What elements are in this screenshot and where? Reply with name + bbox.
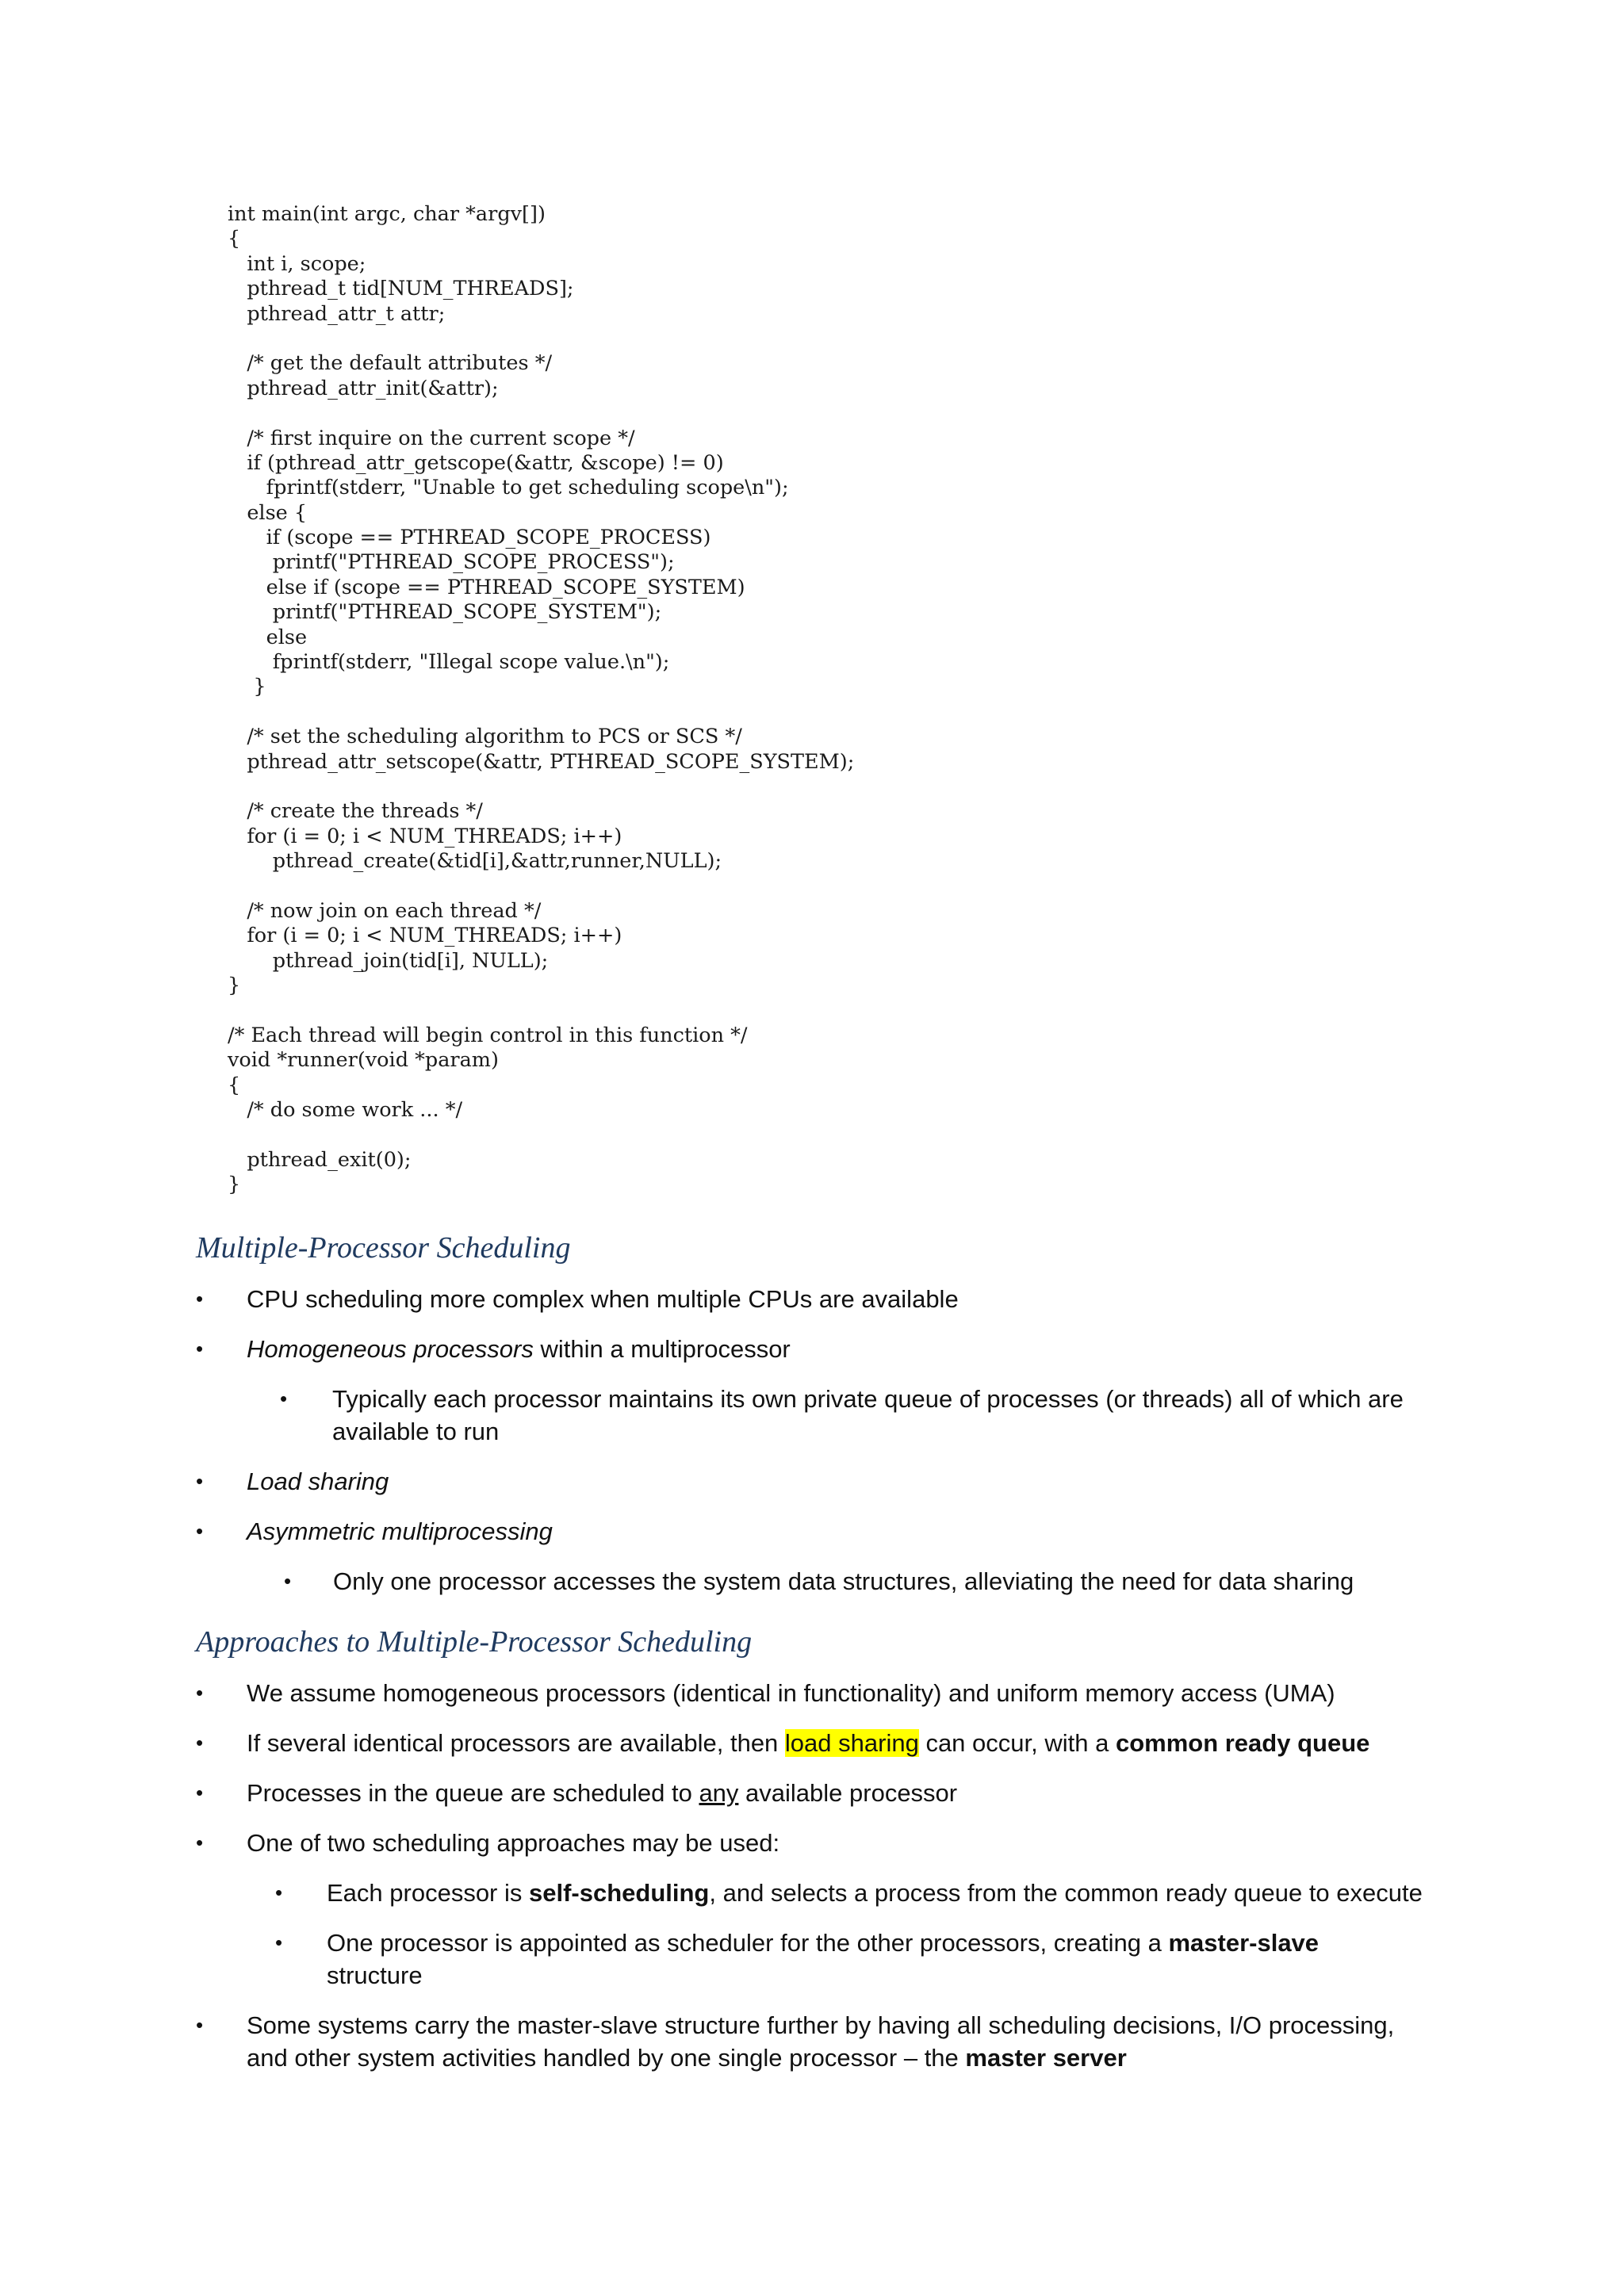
code-line: fprintf(stderr, "Unable to get scheduling scope\n"); — [228, 476, 789, 500]
code-line — [228, 1123, 1417, 1147]
code-line: /* set the scheduling algorithm to PCS or SCS */ — [228, 725, 742, 749]
code-line: for (i = 0; i < NUM_THREADS; i++) — [228, 924, 622, 948]
code-line: for (i = 0; i < NUM_THREADS; i++) — [228, 824, 622, 848]
list-item-text-rest: within a multiprocessor — [533, 1335, 791, 1363]
bold-term-master-server: master server — [965, 2044, 1127, 2072]
code-line: printf("PTHREAD_SCOPE_PROCESS"); — [228, 550, 675, 575]
underlined-term-any: any — [699, 1779, 739, 1807]
bullet-icon: • — [196, 1519, 204, 1543]
section-heading-approaches: Approaches to Multiple-Processor Scheduling — [196, 1625, 753, 1659]
bullet-icon: • — [196, 1781, 204, 1804]
bullet-icon: • — [196, 2013, 204, 2037]
term-asymmetric-multiprocessing: Asymmetric multiprocessing — [247, 1517, 553, 1545]
text-fragment: Each processor is — [327, 1879, 529, 1907]
code-listing — [228, 202, 1417, 1198]
bullet-icon: • — [280, 1387, 288, 1410]
bold-term-master-slave: master-slave — [1168, 1929, 1320, 1957]
code-line: } — [228, 675, 266, 699]
list-item — [196, 1283, 1433, 1315]
text-fragment: available processor — [738, 1779, 958, 1807]
text-fragment: If several identical processors are available, then — [247, 1729, 785, 1757]
code-line: if (pthread_attr_getscope(&attr, &scope) != 0) — [228, 450, 724, 475]
text-fragment: One processor is appointed as scheduler for the other processors, creating a — [327, 1929, 1169, 1957]
list-item-text: One of two scheduling approaches may be used: — [247, 1829, 780, 1857]
code-line — [228, 775, 1417, 799]
code-line — [228, 401, 1417, 426]
list-item-text — [247, 2009, 1433, 2074]
bold-term-common-ready-queue: common ready queue — [1115, 1729, 1370, 1757]
code-line: /* first inquire on the current scope */ — [228, 426, 635, 450]
code-line: else — [228, 625, 308, 649]
list-item-text: CPU scheduling more complex when multiple CPUs are available — [247, 1285, 959, 1313]
code-line: else if (scope == PTHREAD_SCOPE_SYSTEM) — [228, 575, 745, 599]
list-item-text: We assume homogeneous processors (identical in functionality) and uniform memory access (UMA) — [247, 1679, 1335, 1707]
list-item — [196, 1777, 1433, 1809]
highlighted-term-load-sharing: load sharing — [784, 1729, 919, 1757]
list-item-text — [247, 1333, 1433, 1365]
bullet-icon: • — [196, 1831, 204, 1854]
bullet-icon: • — [196, 1337, 204, 1360]
list-item-text — [247, 1727, 1433, 1759]
term-homogeneous-processors: Homogeneous processors — [247, 1335, 534, 1363]
code-line: { — [228, 227, 241, 251]
list-item — [196, 2009, 1433, 2074]
code-line — [228, 327, 1417, 351]
code-line: printf("PTHREAD_SCOPE_SYSTEM"); — [228, 600, 662, 625]
code-line: pthread_attr_init(&attr); — [228, 376, 499, 400]
code-line: pthread_attr_t attr; — [228, 301, 446, 326]
bold-term-self-scheduling: self-scheduling — [529, 1879, 710, 1907]
code-line: } — [228, 974, 241, 998]
bullet-icon: • — [196, 1731, 204, 1755]
bullet-icon: • — [196, 1287, 204, 1311]
code-line: int i, scope; — [228, 251, 366, 276]
section-heading-multiprocessor-scheduling: Multiple-Processor Scheduling — [196, 1231, 571, 1265]
code-line — [228, 874, 1417, 899]
code-line: /* Each thread will begin control in this function */ — [228, 1023, 748, 1047]
code-line: int main(int argc, char *argv[]) — [228, 202, 546, 226]
list-item — [196, 1677, 1433, 1709]
text-fragment: , and selects a process from the common ready queue to execute — [709, 1879, 1423, 1907]
code-line: void *runner(void *param) — [228, 1048, 499, 1073]
term-load-sharing: Load sharing — [247, 1468, 389, 1495]
code-line: else { — [228, 500, 308, 525]
code-line: { — [228, 1073, 241, 1097]
text-fragment: Some systems carry the master-slave structure further by having all scheduling decisions, I/O processing, and other system activities handled by one single processor – the — [247, 2011, 1395, 2072]
list-item-nested — [280, 1383, 1430, 1448]
bullet-icon: • — [284, 1569, 292, 1593]
code-line: pthread_join(tid[i], NULL); — [228, 948, 549, 973]
code-line: /* now join on each thread */ — [228, 898, 542, 923]
code-line: } — [228, 1173, 241, 1197]
text-fragment: can occur, with a — [918, 1729, 1116, 1757]
code-line: if (scope == PTHREAD_SCOPE_PROCESS) — [228, 526, 711, 550]
bullet-icon: • — [275, 1931, 283, 1954]
bullet-icon: • — [275, 1881, 283, 1904]
list-item — [196, 1827, 1433, 1859]
list-item-text: Typically each processor maintains its own private queue of processes (or threads) all of which are available to run — [332, 1385, 1404, 1445]
code-line — [228, 999, 1417, 1024]
code-line: fprintf(stderr, "Illegal scope value.\n"); — [228, 650, 670, 675]
code-line: pthread_create(&tid[i],&attr,runner,NULL); — [228, 849, 722, 874]
list-item — [196, 1333, 1433, 1365]
list-item-text — [327, 1877, 1433, 1909]
list-item-text — [247, 1777, 1433, 1809]
text-fragment: structure — [327, 1961, 423, 1989]
list-item-nested — [275, 1877, 1433, 1909]
code-line — [228, 700, 1417, 725]
text-fragment: Processes in the queue are scheduled to — [247, 1779, 699, 1807]
list-item-nested — [275, 1927, 1369, 1992]
list-item-nested — [284, 1565, 1434, 1598]
list-item-text — [327, 1927, 1369, 1992]
list-item-text: Only one processor accesses the system data structures, alleviating the need for data sharing — [333, 1567, 1354, 1595]
bullet-icon: • — [196, 1469, 204, 1493]
list-item — [196, 1727, 1433, 1759]
code-line: pthread_attr_setscope(&attr, PTHREAD_SCOPE_SYSTEM); — [228, 749, 855, 774]
bullet-icon: • — [196, 1681, 204, 1705]
code-line: /* create the threads */ — [228, 799, 483, 824]
list-item — [196, 1465, 1433, 1498]
code-line: /* get the default attributes */ — [228, 351, 553, 376]
code-line: pthread_exit(0); — [228, 1147, 412, 1172]
code-line: pthread_t tid[NUM_THREADS]; — [228, 277, 574, 301]
list-item — [196, 1515, 1433, 1548]
code-line: /* do some work ... */ — [228, 1098, 463, 1123]
